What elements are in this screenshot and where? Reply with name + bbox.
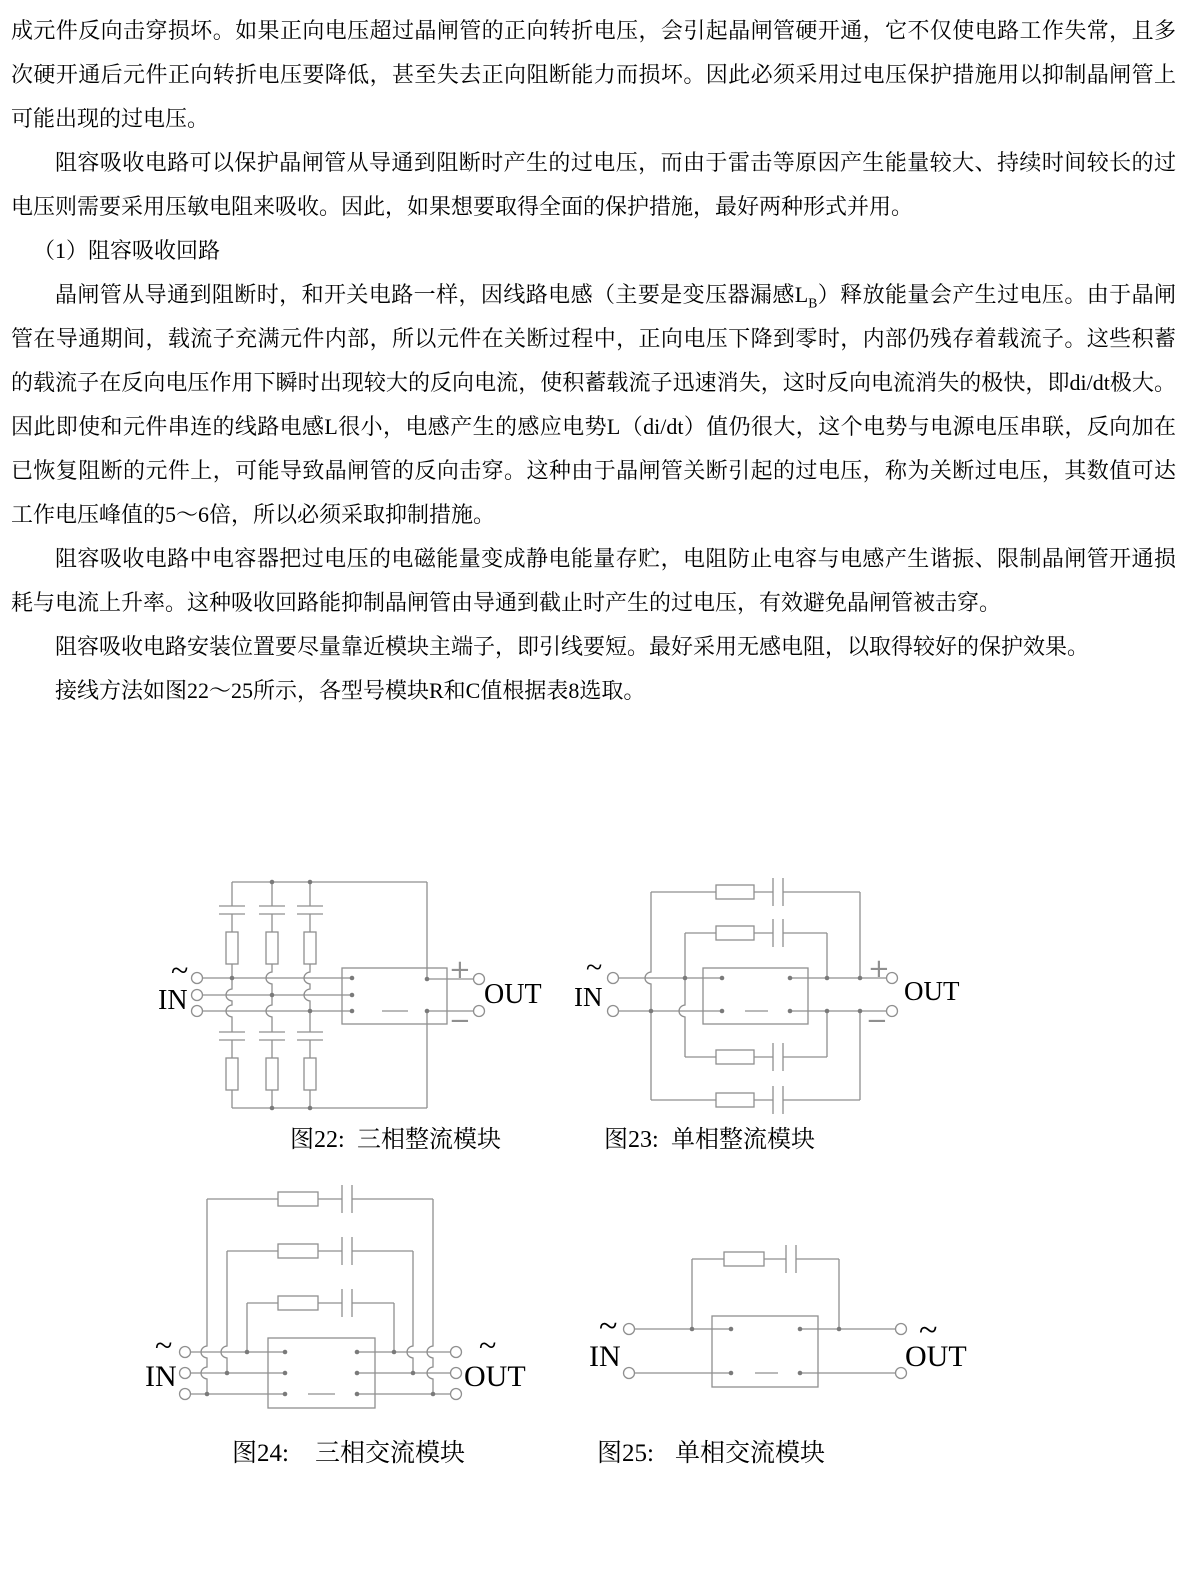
out-label: OUT — [904, 976, 960, 1006]
resistor — [716, 885, 754, 899]
resistor — [716, 926, 754, 940]
junction-dot — [825, 1009, 830, 1014]
capacitor — [342, 1185, 352, 1317]
terminal-circle — [192, 990, 203, 1001]
resistor — [716, 1093, 754, 1107]
junction-dot — [270, 993, 275, 998]
junction-dot — [425, 977, 430, 982]
junction-dot — [225, 1371, 230, 1376]
terminal-circle — [624, 1368, 635, 1379]
ac-tilde-label: ~ — [586, 951, 603, 984]
resistor — [278, 1192, 318, 1206]
wires — [203, 882, 473, 1108]
resistor — [304, 932, 316, 964]
module-box — [703, 968, 808, 1024]
resistor — [304, 1058, 316, 1090]
in-label: IN — [158, 985, 188, 1016]
terminal-circle — [451, 1347, 462, 1358]
resistor — [266, 1058, 278, 1090]
paragraph-1: 成元件反向击穿损坏。如果正向电压超过晶闸管的正向转折电压，会引起晶闸管硬开通，它不仅使电路工作失常，且多次硬开通后元件正向转折电压要降低，甚至失去正向阻断能力而损坏。因此必须采用过电压保护措施用以抑制晶闸管上可能出现的过电压。 — [11, 18, 1176, 131]
terminal-circle — [474, 974, 485, 985]
terminal-circle — [192, 1006, 203, 1017]
terminal-circle — [624, 1324, 635, 1335]
ac-tilde-label: ~ — [171, 952, 189, 988]
terminal-circle — [608, 1006, 619, 1017]
junction-dot — [788, 1009, 793, 1014]
minus-sign: − — [449, 1006, 471, 1036]
out-label: OUT — [484, 979, 542, 1010]
terminal-circle — [451, 1368, 462, 1379]
terminal-circle — [887, 1006, 898, 1017]
in-label: IN — [145, 1360, 177, 1393]
junction-dot — [411, 1371, 416, 1376]
resistor — [226, 932, 238, 964]
figure-caption-label: 图25: — [597, 1440, 654, 1467]
paragraph-2: 阻容吸收电路可以保护晶闸管从导通到阻断时产生的过电压，而由于雷击等原因产生能量较大、持续时间较长的过电压则需要采用压敏电阻来吸收。因此，如果想要取得全面的保护措施，最好两种形式并用。 — [11, 150, 1176, 219]
junction-dot — [431, 1392, 436, 1397]
junction-dots — [649, 976, 863, 1014]
terminal-circle — [608, 973, 619, 984]
junction-dot — [837, 1327, 842, 1332]
capacitor — [773, 878, 783, 1114]
terminal-circle — [180, 1389, 191, 1400]
in-label: IN — [574, 982, 603, 1012]
junction-dot — [825, 976, 830, 981]
module-box — [342, 968, 447, 1024]
paragraph-3-heading: （1）阻容吸收回路 — [33, 238, 221, 263]
junction-dot — [720, 976, 725, 981]
plus-sign: + — [449, 955, 471, 985]
figure-caption-label: 图22: — [290, 1127, 345, 1153]
junction-dot — [245, 1350, 250, 1355]
resistor — [724, 1252, 764, 1266]
in-label: IN — [589, 1340, 621, 1373]
junction-dot — [788, 976, 793, 981]
out-label: OUT — [464, 1360, 526, 1393]
junction-dot — [392, 1350, 397, 1355]
junction-dot — [858, 1009, 863, 1014]
ac-tilde-label: ~ — [155, 1327, 173, 1363]
body-text — [0, 0, 1200, 713]
figure-24-three-phase-ac — [145, 1185, 526, 1467]
junction-dot — [270, 1106, 275, 1111]
junction-dot — [308, 880, 313, 885]
resistor — [226, 1058, 238, 1090]
junction-dot — [798, 1327, 803, 1332]
figure-caption-title: 三相交流模块 — [315, 1440, 466, 1467]
terminal-circle — [180, 1347, 191, 1358]
resistor — [278, 1296, 318, 1310]
junction-dot — [355, 1350, 360, 1355]
junction-dot — [649, 1009, 654, 1014]
ac-tilde-label: ~ — [479, 1327, 497, 1363]
paragraph-5: 阻容吸收电路中电容器把过电压的电磁能量变成静电能量存贮，电阻防止电容与电感产生谐振、限制晶闸管开通损耗与电流上升率。这种吸收回路能抑制晶闸管由导通到截止时产生的过电压，有效避免晶闸管被击穿。 — [11, 546, 1176, 615]
wires — [191, 1199, 450, 1394]
paragraph-6: 阻容吸收电路安装位置要尽量靠近模块主端子，即引线要短。最好采用无感电阻，以取得较好的保护效果。 — [55, 634, 1090, 659]
terminal-circle — [474, 1006, 485, 1017]
capacitor — [786, 1245, 796, 1273]
junction-dot — [729, 1371, 734, 1376]
circuit-figures — [0, 845, 1200, 1490]
junction-dot — [858, 976, 863, 981]
figure-caption-title: 单相交流模块 — [675, 1440, 826, 1467]
junction-dot — [230, 976, 235, 981]
junction-dot — [350, 993, 355, 998]
junction-dot — [720, 1009, 725, 1014]
ac-tilde-label: ~ — [599, 1308, 618, 1345]
junction-dot — [729, 1327, 734, 1332]
figure-caption-title: 三相整流模块 — [357, 1127, 501, 1153]
terminals — [624, 1324, 907, 1379]
resistors — [716, 885, 754, 1107]
junction-dot — [283, 1392, 288, 1397]
minus-sign: − — [866, 1006, 888, 1036]
junction-dot — [690, 1327, 695, 1332]
junction-dot — [355, 1392, 360, 1397]
junction-dot — [425, 1009, 430, 1014]
figure-caption-title: 单相整流模块 — [671, 1127, 815, 1153]
wires — [619, 892, 886, 1100]
figure-22-three-phase-rectifier — [158, 880, 542, 1153]
figure-caption-label: 图24: — [232, 1440, 289, 1467]
plus-sign: + — [868, 954, 890, 984]
junction-dot — [798, 1371, 803, 1376]
ac-tilde-label: ~ — [919, 1312, 938, 1349]
text-run: 晶闸管从导通到阻断时，和开关电路一样，因线路电感（主要是变压器漏感L — [55, 282, 809, 307]
junction-dot — [308, 1106, 313, 1111]
out-label: OUT — [905, 1340, 967, 1373]
junction-dot — [270, 880, 275, 885]
junction-dot — [283, 1371, 288, 1376]
junction-dot — [350, 1009, 355, 1014]
junction-dot — [308, 1009, 313, 1014]
resistor — [278, 1244, 318, 1258]
terminal-circle — [896, 1324, 907, 1335]
junction-dot — [283, 1350, 288, 1355]
junction-dot — [683, 976, 688, 981]
figure-25-single-phase-ac — [589, 1245, 967, 1467]
terminal-circle — [180, 1368, 191, 1379]
figure-caption-label: 图23: — [604, 1127, 659, 1153]
module-box — [712, 1316, 818, 1387]
terminal-circle — [451, 1389, 462, 1400]
paragraph-4 — [11, 273, 1176, 537]
junction-dot — [205, 1392, 210, 1397]
junction-dot — [350, 976, 355, 981]
subscript-b: B — [808, 295, 818, 311]
resistor — [716, 1050, 754, 1064]
paragraph-7: 接线方法如图22～25所示，各型号模块R和C值根据表8选取。 — [55, 678, 646, 703]
resistor — [266, 932, 278, 964]
text-run: ）释放能量会产生过电压。由于晶闸管在导通期间，载流子充满元件内部，所以元件在关断过程中，正向电压下降到零时，内部仍残存着载流子。这些积蓄的载流子在反向电压作用下瞬时出现较大的反向电流，使积蓄载流子迅速消失，这时反向电流消失的极快，即di/dt极大。因此即使和元件串连的线路电感L很小，电感产生的感应电势L（di/dt）值仍很大，这个电势与电源电压串联，反向加在已恢复阻断的元件上，可能导致晶闸管的反向击穿。这种由于晶闸管关断引起的过电压，称为关断过电压，其数值可达工作电压峰值的5～6倍，所以必须采取抑制措施。 — [11, 282, 1176, 527]
resistors — [278, 1192, 318, 1310]
junction-dot — [355, 1371, 360, 1376]
terminal-circle — [192, 973, 203, 984]
figure-23-single-phase-rectifier — [574, 878, 960, 1153]
